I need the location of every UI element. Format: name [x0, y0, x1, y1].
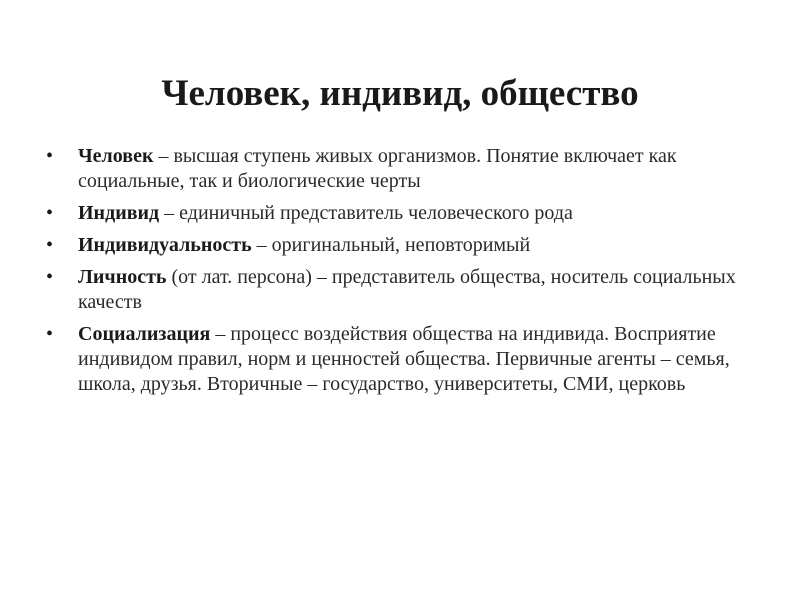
list-item-individ: [46, 201, 746, 226]
definitions-list: [46, 144, 746, 404]
bullet-icon: •: [46, 234, 54, 256]
definition-text: – высшая ступень живых организмов. Понятие включает как социальные, так и биологические черты: [78, 145, 677, 192]
slide-title: Человек, индивид, общество: [161, 73, 639, 114]
bullet-icon: •: [46, 202, 54, 224]
list-item-individualnost: [46, 233, 746, 258]
term: Индивид: [78, 202, 160, 224]
definition-text: (от лат. персона) – представитель общества, носитель социальных качеств: [78, 266, 736, 313]
list-item-socializaciya: [46, 322, 746, 397]
term: Человек: [78, 145, 154, 167]
list-item-chelovek: [46, 144, 746, 194]
term: Социализация: [78, 323, 211, 345]
bullet-icon: •: [46, 145, 54, 167]
term: Индивидуальность: [78, 234, 252, 256]
bullet-icon: •: [46, 266, 54, 288]
definition-text: – единичный представитель человеческого рода: [159, 202, 573, 224]
list-item-lichnost: [46, 265, 746, 315]
definition-text: – процесс воздействия общества на индивида. Восприятие индивидом правил, норм и ценностей общества. Первичные агенты – семья, школа, друзья. Вторичные – государство, университеты, СМИ, церковь: [78, 323, 730, 395]
definition-text: – оригинальный, неповторимый: [251, 234, 531, 256]
bullet-icon: •: [46, 323, 54, 345]
term: Личность: [78, 266, 167, 288]
